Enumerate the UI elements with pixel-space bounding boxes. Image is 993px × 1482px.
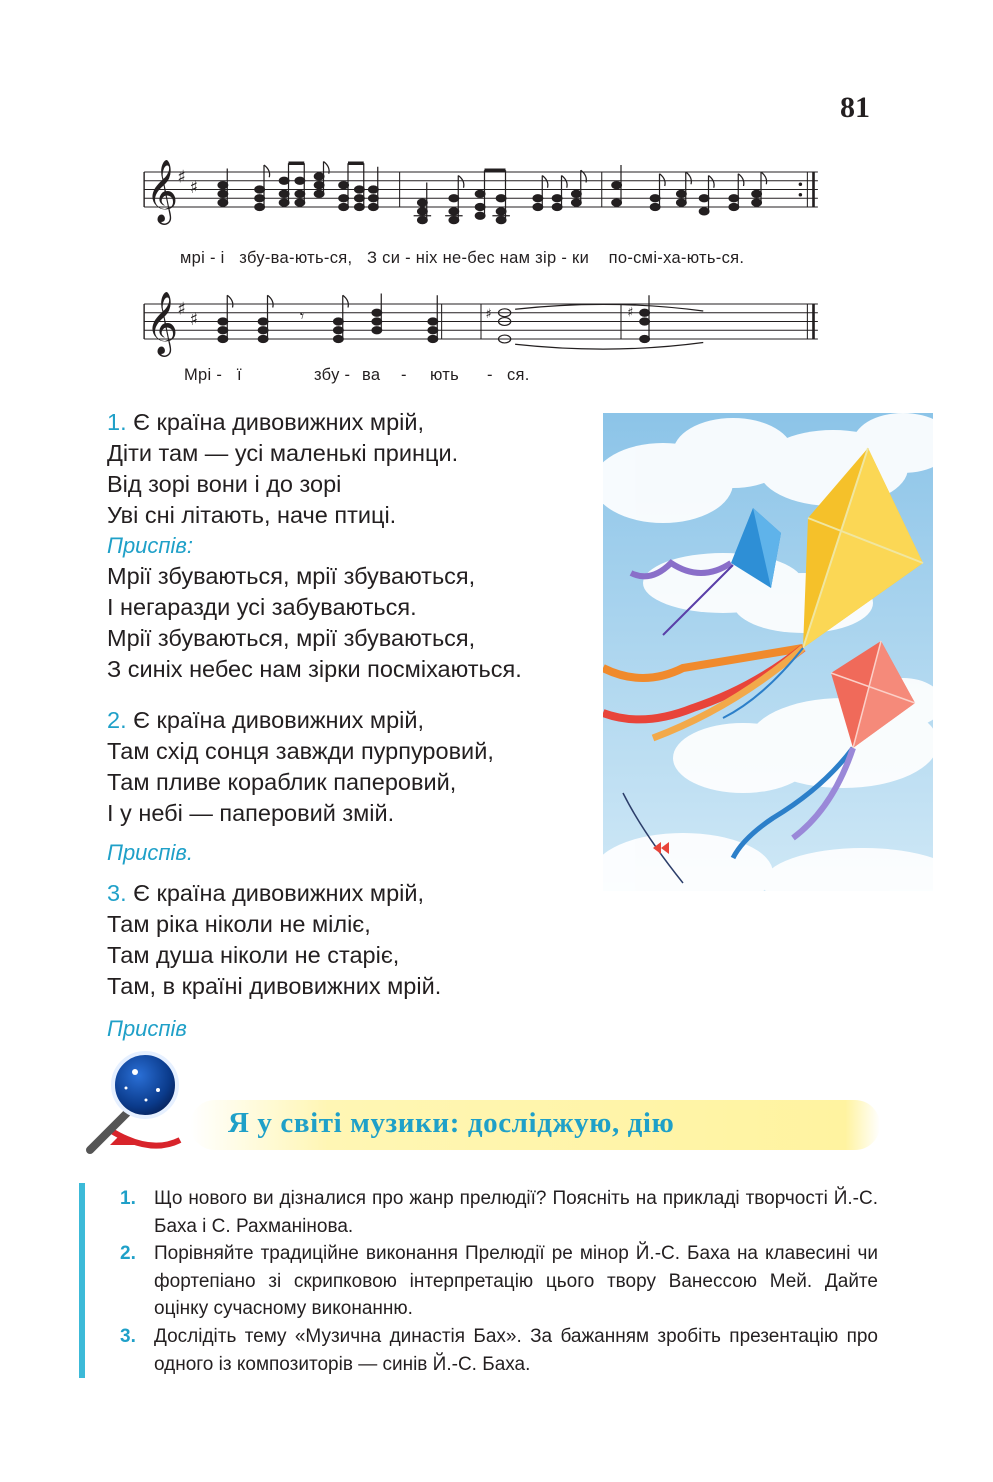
verse-3 [107, 878, 441, 1002]
page-number: 81 [790, 92, 882, 124]
verse-number: 3. [107, 880, 127, 906]
verse-line: Є країна дивовижних мрій, [133, 880, 425, 906]
verse-line: Є країна дивовижних мрій, [133, 409, 425, 435]
lyrics-line-2-word: - [487, 366, 493, 384]
section-banner [80, 1050, 880, 1160]
task-text: Дослідіть тему «Музична династія Бах». За бажанням зробіть презентацію про одного із композиторів — синів Й.-С. Баха. [154, 1326, 878, 1375]
chorus-label: Приспів. [107, 840, 194, 865]
task-text: Порівняйте традиційне виконання Прелюдії ре мінор Й.-С. Баха на клавесині чи фортепіано зі скрипковою інтерпретацію цього твору Ванессою Мей. Дайте оцінку сучасному виконанню. [154, 1243, 878, 1319]
task-item [120, 1185, 878, 1240]
verse-line: Там, в країні дивовижних мрій. [107, 973, 442, 999]
verse-line: Там ріка ніколи не міліє, [107, 911, 371, 937]
verse-line: Від зорі вони і до зорі [107, 471, 342, 497]
magnifying-glass-icon [90, 1053, 177, 1150]
lyrics-line-2-word: збу - [314, 366, 351, 384]
svg-text:♯: ♯ [189, 310, 199, 330]
verse-line: Є країна дивовижних мрій, [133, 707, 425, 733]
section-title: Я у світі музики: досліджую, дію [228, 1107, 675, 1139]
svg-text:♯: ♯ [485, 307, 492, 322]
music-staff-1 [96, 158, 866, 228]
lyrics-line-2-word: ва [362, 366, 381, 384]
chorus-line: І негаразди усі забуваються. [107, 594, 417, 620]
lyrics-line-2-word: ся. [507, 366, 530, 384]
lyrics-line-2-word: ють [430, 366, 460, 384]
chorus-label: Приспів [107, 1016, 187, 1041]
verse-line: Уві сні літають, наче птиці. [107, 502, 397, 528]
chorus [107, 561, 522, 685]
verse-line: Там схід сонця завжди пурпуровий, [107, 738, 494, 764]
svg-text:♯: ♯ [177, 167, 186, 188]
verse-2 [107, 705, 494, 829]
verse-line: Там пливе кораблик паперовий, [107, 769, 457, 795]
svg-text:𝄞: 𝄞 [145, 290, 178, 354]
task-number: 3. [120, 1326, 136, 1347]
verse-1 [107, 407, 458, 531]
svg-text:𝄾: 𝄾 [299, 306, 305, 326]
svg-text:♯: ♯ [177, 299, 186, 320]
music-staff-2 [96, 290, 866, 360]
verse-line: Діти там — усі маленькі принци. [107, 440, 459, 466]
lyrics-line-2-word: Мрі - [184, 366, 223, 384]
task-number: 2. [120, 1243, 136, 1264]
lyrics-line-1: мрі - і збу-ва-ють-ся, З си - ніх не-бес нам зір - ки по-смі-ха-ють-ся. [180, 249, 745, 267]
svg-text:♯: ♯ [189, 178, 199, 198]
task-item [120, 1323, 878, 1378]
task-item [120, 1240, 878, 1323]
tasks-accent-bar [79, 1183, 85, 1378]
lyrics-line-2-word: ї [237, 366, 242, 384]
kites-illustration [603, 413, 933, 891]
verse-number: 2. [107, 707, 127, 733]
verse-line: Там душа ніколи не старіє, [107, 942, 400, 968]
verse-number: 1. [107, 409, 127, 435]
verse-line: І у небі — паперовий змій. [107, 800, 395, 826]
chorus-line: Мрії збуваються, мрії збуваються, [107, 625, 476, 651]
chorus-line: Мрії збуваються, мрії збуваються, [107, 563, 476, 589]
lyrics-line-2-word: - [401, 366, 407, 384]
svg-text:♯: ♯ [627, 305, 634, 321]
svg-text:𝄞: 𝄞 [145, 158, 178, 222]
task-number: 1. [120, 1188, 136, 1209]
chorus-label: Приспів: [107, 533, 194, 558]
task-text: Що нового ви дізналися про жанр прелюдії? Поясніть на прикладі творчості Й.-С. Баха і С. Рахманінова. [154, 1188, 878, 1237]
chorus-line: З синіх небес нам зірки посміхаються. [107, 656, 522, 682]
